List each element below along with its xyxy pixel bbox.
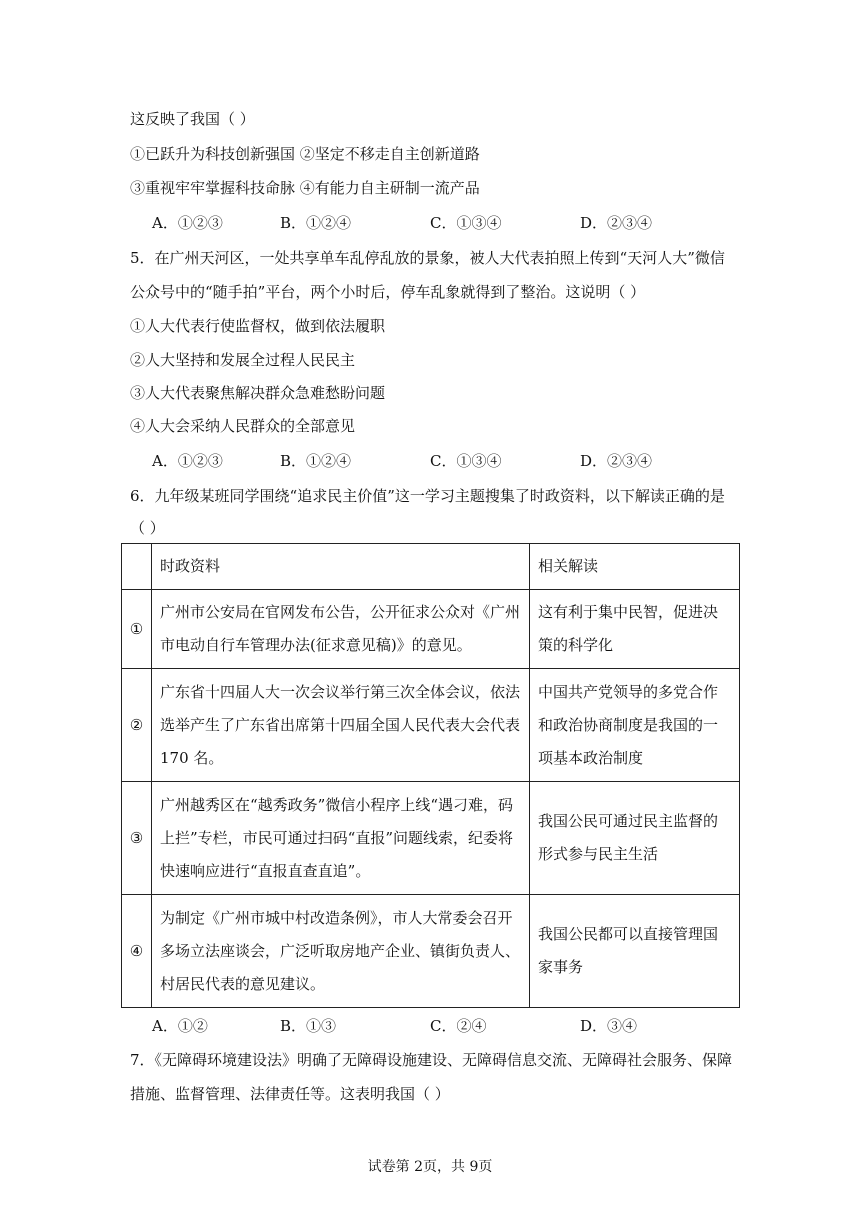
q6-row-interpretation: 中国共产党领导的多党合作和政治协商制度是我国的一项基本政治制度 <box>530 669 740 782</box>
q4-option-a[interactable]: A．①②③ <box>152 214 223 232</box>
q6-table <box>121 543 740 1008</box>
q6-row-num: ③ <box>122 782 152 895</box>
q4-stem-tail: 这反映了我国（ ） <box>130 110 255 128</box>
q6-row-material: 广州市公安局在官网发布公告，公开征求公众对《广州市电动自行车管理办法(征求意见稿)》的意见。 <box>152 590 530 669</box>
q6-row-num: ② <box>122 669 152 782</box>
q5-option-a[interactable]: A．①②③ <box>152 452 223 470</box>
q6-header-num <box>122 544 152 590</box>
q4-option-b[interactable]: B．①②④ <box>280 214 352 232</box>
q6-row-num: ① <box>122 590 152 669</box>
q5-statement-1: ①人大代表行使监督权，做到依法履职 <box>130 317 386 335</box>
q6-row-interpretation: 我国公民都可以直接管理国家事务 <box>530 895 740 1008</box>
q6-table-row <box>122 782 740 895</box>
q5-options <box>152 451 712 471</box>
q7-stem-line-1: 7．《无障碍环境建设法》明确了无障碍设施建设、无障碍信息交流、无障碍社会服务、保障 <box>130 1051 733 1069</box>
q6-option-b[interactable]: B．①③ <box>280 1017 337 1035</box>
q5-stem-line-2: 公众号中的“随手拍”平台，两个小时后，停车乱象就得到了整治。这说明（ ） <box>130 283 646 301</box>
q6-row-num: ④ <box>122 895 152 1008</box>
q6-table-row <box>122 590 740 669</box>
q6-table-row <box>122 669 740 782</box>
q7-stem-line-2: 措施、监督管理、法律责任等。这表明我国（ ） <box>130 1085 450 1103</box>
q5-option-d[interactable]: D．②③④ <box>580 452 653 470</box>
q6-row-material: 为制定《广州市城中村改造条例》，市人大常委会召开多场立法座谈会，广泛听取房地产企业、镇街负责人、村居民代表的意见建议。 <box>152 895 530 1008</box>
q6-row-interpretation: 我国公民可通过民主监督的形式参与民主生活 <box>530 782 740 895</box>
q6-option-a[interactable]: A．①② <box>152 1017 208 1035</box>
q6-header-material: 时政资料 <box>152 544 530 590</box>
q5-stem-line-1: 5．在广州天河区，一处共享单车乱停乱放的景象，被人大代表拍照上传到“天河人大”微信 <box>130 249 725 267</box>
q4-statements-1-2: ①已跃升为科技创新强国 ②坚定不移走自主创新道路 <box>130 145 480 163</box>
q5-statement-2: ②人大坚持和发展全过程人民民主 <box>130 351 356 369</box>
q6-row-material: 广东省十四届人大一次会议举行第三次全体会议，依法选举产生了广东省出席第十四届全国人民代表大会代表 170 名。 <box>152 669 530 782</box>
q6-table-row <box>122 895 740 1008</box>
q4-options <box>152 213 712 233</box>
q6-option-d[interactable]: D．③④ <box>580 1017 638 1035</box>
q5-statement-3: ③人大代表聚焦解决群众急难愁盼问题 <box>130 384 386 402</box>
q4-option-d[interactable]: D．②③④ <box>580 214 653 232</box>
q6-table-header <box>122 544 740 590</box>
q6-options <box>152 1016 712 1036</box>
q6-stem-line-1: 6．九年级某班同学围绕“追求民主价值”这一学习主题搜集了时政资料，以下解读正确的是 <box>130 487 725 505</box>
q6-row-interpretation: 这有利于集中民智，促进决策的科学化 <box>530 590 740 669</box>
q4-statements-3-4: ③重视牢牢掌握科技命脉 ④有能力自主研制一流产品 <box>130 179 480 197</box>
q6-stem-line-2: （ ） <box>130 519 165 537</box>
q6-header-interpretation: 相关解读 <box>530 544 740 590</box>
page-footer: 试卷第 2页，共 9页 <box>367 1159 493 1175</box>
q5-option-c[interactable]: C．①③④ <box>430 452 502 470</box>
q4-option-c[interactable]: C．①③④ <box>430 214 502 232</box>
q5-option-b[interactable]: B．①②④ <box>280 452 352 470</box>
q6-row-material: 广州越秀区在“越秀政务”微信小程序上线“遇刁难，码上拦”专栏，市民可通过扫码“直报”问题线索，纪委将快速响应进行“直报直查直追”。 <box>152 782 530 895</box>
q5-statement-4: ④人大会采纳人民群众的全部意见 <box>130 417 356 435</box>
q6-option-c[interactable]: C．②④ <box>430 1017 487 1035</box>
